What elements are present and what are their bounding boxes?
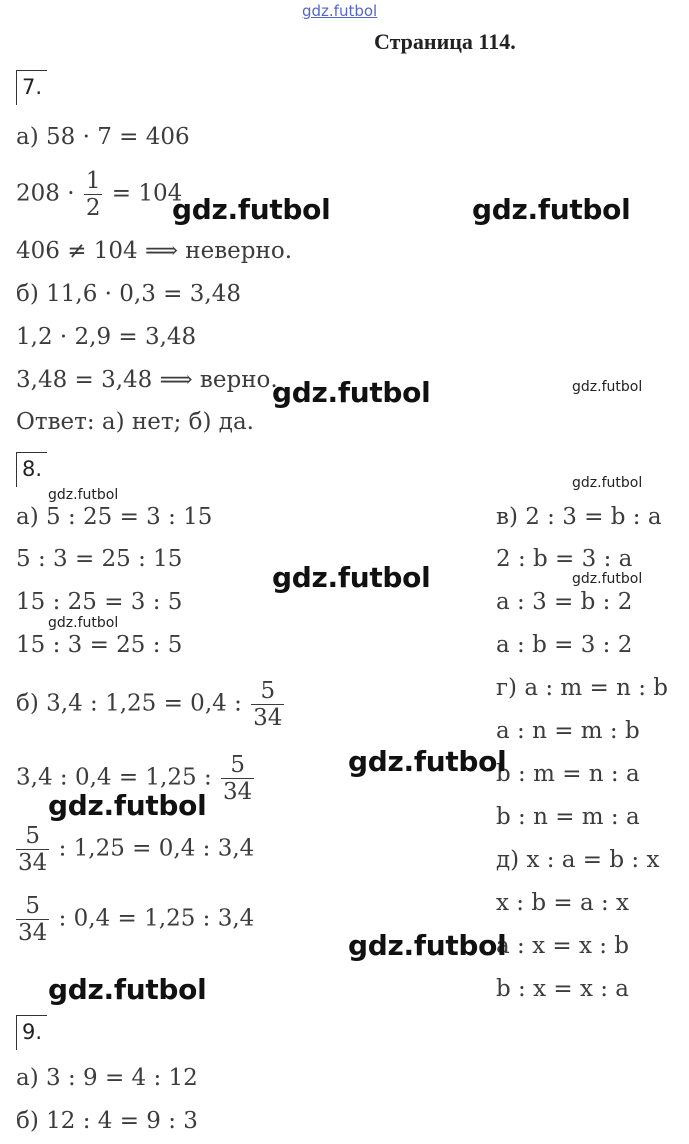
fraction-numerator: 5 xyxy=(230,752,245,778)
ex8-right-line-11: a : x = x : b xyxy=(496,933,630,959)
watermark: gdz.futbol xyxy=(348,745,507,778)
exercise-8-number-box xyxy=(16,452,47,487)
fraction-5-34 xyxy=(16,893,49,946)
fraction-denominator: 34 xyxy=(18,850,48,876)
ex8-left-line-2: 5 : 3 = 25 : 15 xyxy=(16,546,183,572)
ex7-answer: Ответ: а) нет; б) да. xyxy=(16,409,254,435)
watermark: gdz.futbol xyxy=(272,561,431,594)
fraction-numerator: 5 xyxy=(25,823,40,849)
ex8-left-line-8 xyxy=(14,893,254,946)
ex8-right-line-2: 2 : b = 3 : a xyxy=(496,546,633,572)
watermark: gdz.futbol xyxy=(272,376,431,409)
exercise-9-number: 9. xyxy=(22,1020,43,1044)
fraction-5-34 xyxy=(221,752,254,805)
watermark: gdz.futbol xyxy=(48,973,207,1006)
ex8-left-line-7 xyxy=(14,823,254,876)
ex8-right-line-1: в) 2 : 3 = b : a xyxy=(496,504,662,530)
ex8-right-line-3: a : 3 = b : 2 xyxy=(496,589,633,615)
exercise-9-number-box xyxy=(16,1015,47,1050)
ex8-left-line-6-left: 3,4 : 0,4 = 1,25 : xyxy=(16,764,212,791)
watermark: gdz.futbol xyxy=(48,487,119,503)
ex8-right-line-8: b : n = m : a xyxy=(496,804,640,830)
watermark: gdz.futbol xyxy=(48,615,119,631)
watermark: gdz.futbol xyxy=(172,193,331,226)
watermark-link[interactable]: gdz.futbol xyxy=(302,2,378,20)
ex7-line-2-right: = 104 xyxy=(111,180,183,207)
exercise-7-number: 7. xyxy=(22,75,43,99)
ex8-left-line-1: а) 5 : 25 = 3 : 15 xyxy=(16,504,213,530)
ex9-line-1: а) 3 : 9 = 4 : 12 xyxy=(16,1065,198,1091)
ex7-line-6: 3,48 = 3,48 ⟹ верно. xyxy=(16,367,278,393)
ex7-line-2 xyxy=(16,168,182,221)
watermark: gdz.futbol xyxy=(572,475,643,491)
ex8-left-line-3: 15 : 25 = 3 : 5 xyxy=(16,589,183,615)
ex8-left-line-5 xyxy=(16,678,286,731)
ex8-right-line-6: a : n = m : b xyxy=(496,718,640,744)
watermark: gdz.futbol xyxy=(48,789,207,822)
fraction-denominator: 2 xyxy=(85,195,101,221)
ex7-line-3: 406 ≠ 104 ⟹ неверно. xyxy=(16,238,292,264)
ex8-left-line-5-left: б) 3,4 : 1,25 = 0,4 : xyxy=(16,690,242,717)
ex8-left-line-7-right: : 1,25 = 0,4 : 3,4 xyxy=(58,835,255,862)
exercise-7-number-box xyxy=(16,70,47,105)
fraction-5-34 xyxy=(251,678,284,731)
ex7-line-2-left: 208 · xyxy=(16,180,75,207)
ex8-left-line-8-right: : 0,4 = 1,25 : 3,4 xyxy=(58,905,255,932)
ex8-right-line-4: a : b = 3 : 2 xyxy=(496,632,633,658)
ex8-right-line-10: x : b = a : x xyxy=(496,890,630,916)
watermark: gdz.futbol xyxy=(572,379,643,395)
ex9-line-2: б) 12 : 4 = 9 : 3 xyxy=(16,1108,198,1134)
ex8-right-line-5: г) a : m = n : b xyxy=(496,675,669,701)
ex8-right-line-9: д) x : a = b : x xyxy=(496,847,660,873)
exercise-8-number: 8. xyxy=(22,457,43,481)
ex7-line-1: а) 58 · 7 = 406 xyxy=(16,124,190,150)
ex8-right-line-7: b : m = n : a xyxy=(496,761,640,787)
ex8-right-line-12: b : x = x : a xyxy=(496,976,630,1002)
watermark: gdz.futbol xyxy=(348,929,507,962)
watermark: gdz.futbol xyxy=(572,571,643,587)
fraction-denominator: 34 xyxy=(253,705,283,731)
ex8-left-line-4: 15 : 3 = 25 : 5 xyxy=(16,632,183,658)
fraction-numerator: 5 xyxy=(260,678,276,704)
fraction-5-34 xyxy=(16,823,49,876)
ex7-line-4: б) 11,6 · 0,3 = 3,48 xyxy=(16,281,241,307)
fraction-one-half xyxy=(84,168,103,221)
watermark: gdz.futbol xyxy=(472,193,631,226)
fraction-denominator: 34 xyxy=(18,920,48,946)
fraction-denominator: 34 xyxy=(223,779,253,805)
fraction-numerator: 5 xyxy=(25,893,40,919)
page-title: Страница 114. xyxy=(374,29,516,54)
ex7-line-5: 1,2 · 2,9 = 3,48 xyxy=(16,324,197,350)
fraction-numerator: 1 xyxy=(85,168,101,194)
